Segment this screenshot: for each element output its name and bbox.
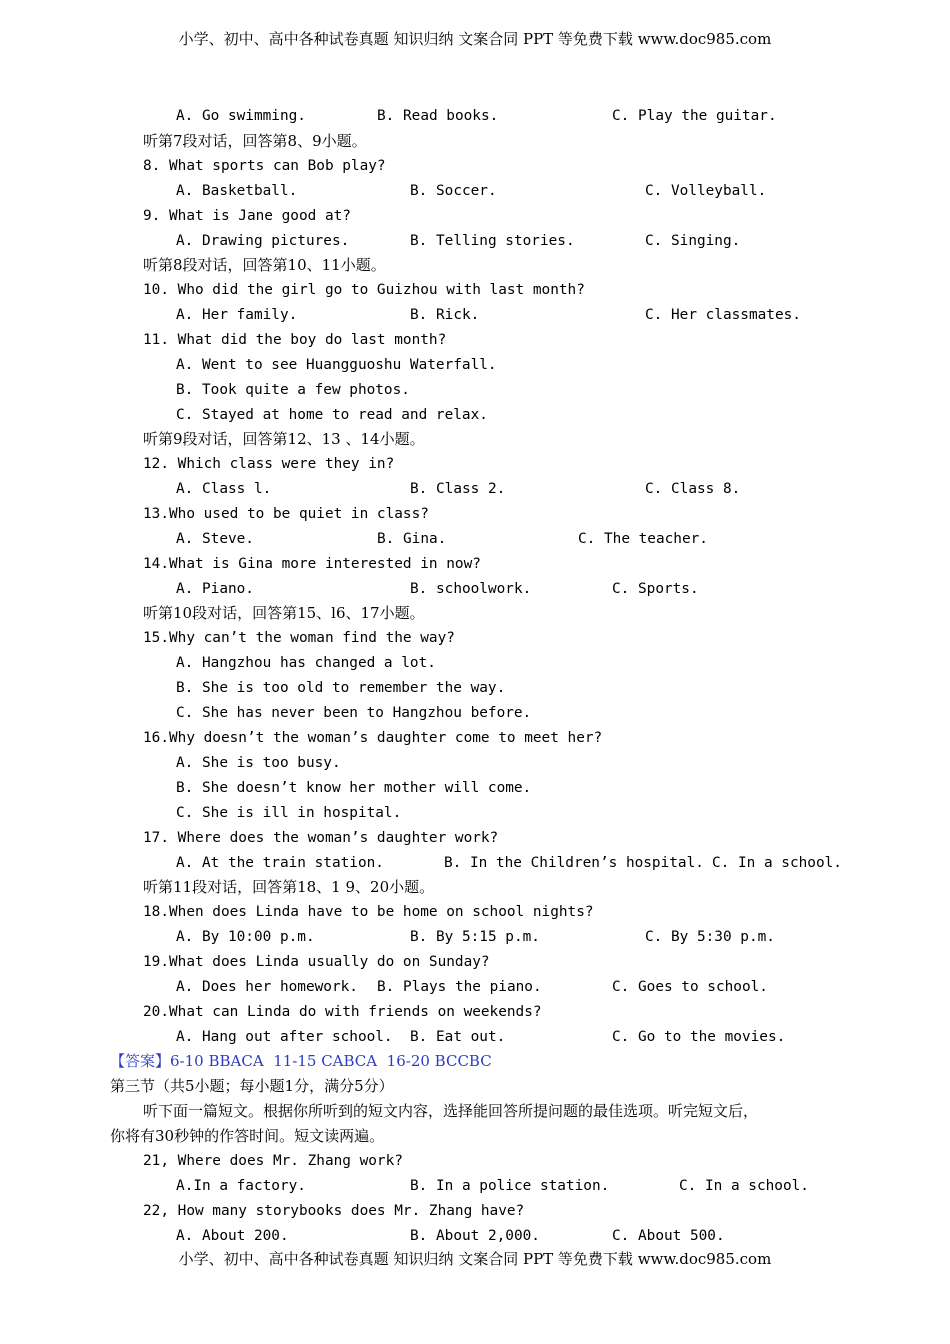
answer-key: 【答案】6-10 BBACA 11-15 CABCA 16-20 BCCBC bbox=[110, 1052, 492, 1070]
q13-option-b: B. Gina. bbox=[377, 531, 447, 547]
q17-option-a: A. At the train station. bbox=[176, 855, 384, 871]
q12-option-a: A. Class l. bbox=[176, 481, 272, 497]
question-17: 17. Where does the woman’s daughter work? bbox=[143, 830, 499, 846]
q10-option-b: B. Rick. bbox=[410, 307, 480, 323]
section-11-instruction: 听第11段对话，回答第18、1 9、20小题。 bbox=[143, 878, 435, 896]
q21-option-b: B. In a police station. bbox=[410, 1178, 610, 1194]
q21-option-c: C. In a school. bbox=[679, 1178, 809, 1194]
q15-option-c: C. She has never been to Hangzhou before. bbox=[176, 705, 532, 721]
question-12: 12. Which class were they in? bbox=[143, 456, 395, 472]
question-20: 20.What can Linda do with friends on weekends? bbox=[143, 1004, 542, 1020]
q22-option-b: B. About 2,000. bbox=[410, 1228, 540, 1244]
q16-option-b: B. She doesn’t know her mother will come. bbox=[176, 780, 532, 796]
q15-option-a: A. Hangzhou has changed a lot. bbox=[176, 655, 436, 671]
page-footer: 小学、初中、高中各种试卷真题 知识归纳 文案合同 PPT 等免费下载 www.doc985.com bbox=[178, 1250, 772, 1268]
question-21: 21, Where does Mr. Zhang work? bbox=[143, 1153, 403, 1169]
question-11: 11. What did the boy do last month? bbox=[143, 332, 447, 348]
q22-option-c: C. About 500. bbox=[612, 1228, 725, 1244]
question-10: 10. Who did the girl go to Guizhou with last month? bbox=[143, 282, 585, 298]
q19-option-a: A. Does her homework. bbox=[176, 979, 358, 995]
q18-option-a: A. By 10:00 p.m. bbox=[176, 929, 315, 945]
question-19: 19.What does Linda usually do on Sunday? bbox=[143, 954, 490, 970]
section-7-instruction: 听第7段对话，回答第8、9小题。 bbox=[143, 132, 367, 150]
q11-option-a: A. Went to see Huangguoshu Waterfall. bbox=[176, 357, 497, 373]
q10-option-a: A. Her family. bbox=[176, 307, 298, 323]
q7-option-a: A. Go swimming. bbox=[176, 108, 306, 124]
q11-option-b: B. Took quite a few photos. bbox=[176, 382, 410, 398]
question-15: 15.Why can’t the woman find the way? bbox=[143, 630, 455, 646]
q20-option-a: A. Hang out after school. bbox=[176, 1029, 393, 1045]
question-9: 9. What is Jane good at? bbox=[143, 208, 351, 224]
q19-option-b: B. Plays the piano. bbox=[377, 979, 542, 995]
q10-option-c: C. Her classmates. bbox=[645, 307, 801, 323]
q17-option-b: B. In the Children’s hospital. bbox=[444, 855, 704, 871]
q20-option-c: C. Go to the movies. bbox=[612, 1029, 786, 1045]
q8-option-a: A. Basketball. bbox=[176, 183, 298, 199]
section-10-instruction: 听第10段对话，回答第15、l6、17小题。 bbox=[143, 604, 425, 622]
q14-option-a: A. Piano. bbox=[176, 581, 254, 597]
q18-option-b: B. By 5:15 p.m. bbox=[410, 929, 540, 945]
section-3-title: 第三节（共5小题；每小题1分，满分5分） bbox=[110, 1077, 394, 1095]
question-8: 8. What sports can Bob play? bbox=[143, 158, 386, 174]
q7-option-c: C. Play the guitar. bbox=[612, 108, 777, 124]
q19-option-c: C. Goes to school. bbox=[612, 979, 768, 995]
q13-option-a: A. Steve. bbox=[176, 531, 254, 547]
q8-option-c: C. Volleyball. bbox=[645, 183, 767, 199]
q9-option-b: B. Telling stories. bbox=[410, 233, 575, 249]
q14-option-b: B. schoolwork. bbox=[410, 581, 532, 597]
q13-option-c: C. The teacher. bbox=[578, 531, 708, 547]
question-14: 14.What is Gina more interested in now? bbox=[143, 556, 481, 572]
question-16: 16.Why doesn’t the woman’s daughter come to meet her? bbox=[143, 730, 603, 746]
q21-option-a: A.In a factory. bbox=[176, 1178, 306, 1194]
section-3-instruction-line-1: 听下面一篇短文。根据你所听到的短文内容，选择能回答所提问题的最佳选项。听完短文后， bbox=[143, 1102, 759, 1120]
q17-option-c: C. In a school. bbox=[712, 855, 842, 871]
q7-option-b: B. Read books. bbox=[377, 108, 499, 124]
section-3-instruction-line-2: 你将有30秒钟的作答时间。短文读两遍。 bbox=[110, 1127, 385, 1145]
q16-option-c: C. She is ill in hospital. bbox=[176, 805, 402, 821]
question-22: 22, How many storybooks does Mr. Zhang have? bbox=[143, 1203, 525, 1219]
q16-option-a: A. She is too busy. bbox=[176, 755, 341, 771]
q9-option-c: C. Singing. bbox=[645, 233, 741, 249]
q11-option-c: C. Stayed at home to read and relax. bbox=[176, 407, 488, 423]
q15-option-b: B. She is too old to remember the way. bbox=[176, 680, 506, 696]
section-9-instruction: 听第9段对话，回答第12、13 、14小题。 bbox=[143, 430, 425, 448]
q18-option-c: C. By 5:30 p.m. bbox=[645, 929, 775, 945]
q8-option-b: B. Soccer. bbox=[410, 183, 497, 199]
q22-option-a: A. About 200. bbox=[176, 1228, 289, 1244]
q20-option-b: B. Eat out. bbox=[410, 1029, 506, 1045]
q12-option-b: B. Class 2. bbox=[410, 481, 506, 497]
q9-option-a: A. Drawing pictures. bbox=[176, 233, 350, 249]
question-18: 18.When does Linda have to be home on school nights? bbox=[143, 904, 594, 920]
q14-option-c: C. Sports. bbox=[612, 581, 699, 597]
question-13: 13.Who used to be quiet in class? bbox=[143, 506, 429, 522]
page-header: 小学、初中、高中各种试卷真题 知识归纳 文案合同 PPT 等免费下载 www.doc985.com bbox=[178, 30, 772, 48]
q12-option-c: C. Class 8. bbox=[645, 481, 741, 497]
section-8-instruction: 听第8段对话，回答第10、11小题。 bbox=[143, 256, 386, 274]
